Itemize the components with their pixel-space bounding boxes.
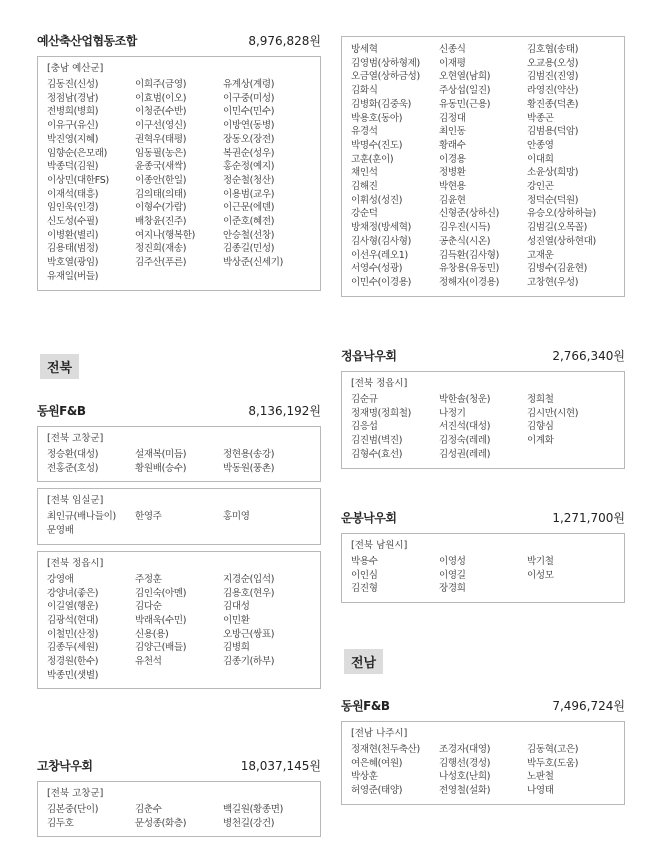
donor-name: 장동오(장전) [223, 133, 275, 145]
org-yesan [37, 32, 321, 291]
section-tag-jeonnam: 전남 [344, 649, 383, 674]
donor-name: 여은혜(여원) [351, 757, 403, 769]
donor-name: 소윤상(희망) [527, 167, 579, 179]
donor-name: 나영태 [527, 785, 554, 797]
donor-name: 노판철 [527, 771, 554, 783]
donor-box [37, 551, 321, 690]
donor-list [47, 573, 312, 683]
donor-list [47, 78, 312, 284]
org-amount: 2,766,340원 [552, 349, 625, 363]
donor-name: 공춘식(시온) [439, 235, 491, 247]
donor-name: 권혁우(태평) [135, 133, 187, 145]
donor-name: 전병희(병희) [47, 106, 99, 118]
donor-name: 고훈(훈이) [351, 153, 394, 165]
donor-name: 김종두(세원) [47, 642, 99, 654]
donor-name: 정진희(재송) [135, 243, 187, 255]
donor-name: 정순철(청산) [223, 174, 275, 186]
donor-name: 김양근(배들) [135, 642, 187, 654]
donor-name: 이계화 [527, 435, 554, 447]
donor-box [341, 721, 625, 805]
donor-name: 김사형(김사형) [351, 235, 412, 247]
donor-name: 김종기(하부) [223, 656, 275, 668]
donor-name: 설재복(미듬) [135, 449, 187, 460]
donor-name: 임동필(농은) [135, 147, 187, 159]
region-label: [전북 고창군] [47, 788, 104, 799]
donor-name: 정해자(이경용) [439, 276, 500, 288]
donor-name: 박명수(진도) [351, 139, 403, 151]
donor-name: 이용범(교우) [223, 188, 275, 200]
region-label: [전북 임실군] [47, 495, 104, 507]
donor-name: 주정훈 [135, 573, 162, 585]
donor-name: 배창윤(진주) [135, 216, 187, 228]
org-amount: 18,037,145원 [240, 759, 321, 773]
donor-name: 이민수(민수) [223, 106, 275, 118]
donor-name: 김광석(현대) [47, 614, 99, 626]
org-amount: 8,136,192원 [248, 404, 321, 418]
org-unbong [341, 509, 625, 603]
donor-list [351, 555, 616, 596]
donor-name: 이희주(금영) [135, 79, 187, 90]
donor-name: 이방연(동병) [223, 120, 275, 132]
region-label: [전북 남원시] [351, 540, 408, 551]
donor-name: 강양녀(좋은) [47, 587, 99, 599]
donor-name: 오현열(남희) [439, 71, 491, 83]
donor-box [37, 426, 321, 482]
donor-name: 오금열(상하금성) [351, 71, 420, 83]
donor-name: 여지나(행복한) [135, 229, 196, 241]
donor-list [351, 393, 616, 462]
donor-name: 김의태(의태) [135, 188, 187, 200]
org-amount: 8,976,828원 [248, 34, 321, 48]
region-label: [충남 예산군] [47, 63, 104, 74]
donor-name: 박용호(동아) [351, 112, 403, 124]
donor-name: 병천길(강건) [223, 817, 275, 829]
donor-name: 박현용 [439, 181, 466, 193]
donor-name: 최인동 [439, 126, 466, 138]
donor-name: 서진석(대성) [439, 421, 491, 433]
donor-name: 유동민(근용) [439, 98, 491, 110]
donor-name: 허영준(태양) [351, 785, 403, 797]
donor-name: 정경원(한수) [47, 656, 99, 668]
donor-name: 문영배 [47, 525, 74, 537]
donor-name: 윤종국(새싹) [135, 161, 187, 173]
donor-name: 강순덕 [351, 208, 378, 220]
donor-box [37, 781, 321, 837]
donor-name: 한영주 [135, 511, 162, 523]
donor-name: 백길원(황종면) [223, 804, 284, 815]
donor-name: 이민환 [223, 614, 250, 626]
donor-name: 황진종(덕촌) [527, 98, 579, 110]
donor-list [47, 510, 312, 537]
donor-name: 정점남(경남) [47, 92, 99, 104]
donor-name: 김용태(범정) [47, 243, 99, 255]
donor-name: 박래욱(수민) [135, 614, 187, 626]
donor-name: 이효범(이오) [135, 92, 187, 104]
donor-name: 박종곤 [527, 112, 554, 124]
org-amount: 1,271,700원 [552, 511, 625, 525]
donor-box [341, 371, 625, 469]
donor-name: 김범진(진영) [527, 71, 579, 83]
donor-name: 황원배(승수) [135, 462, 187, 474]
donor-name: 황래수 [439, 139, 466, 151]
donor-name: 김윤현 [439, 194, 466, 206]
donor-name: 채인석 [351, 167, 378, 179]
donor-name: 신용(용) [135, 628, 169, 640]
donor-name: 이재평 [439, 57, 466, 69]
donor-name: 김시만(시현) [527, 407, 579, 419]
donor-name: 이성모 [527, 569, 554, 581]
donor-name: 김정대 [439, 112, 466, 124]
donor-name: 최인규(배나들이) [47, 511, 116, 523]
donor-name: 이형수(가람) [135, 202, 187, 214]
donor-name: 안승철(선창) [223, 229, 275, 241]
donor-name: 김병화(김중욱) [351, 98, 412, 110]
org-gochang [37, 757, 321, 837]
donor-box [37, 56, 321, 291]
donor-name: 박용수 [351, 556, 378, 567]
donor-name: 신도성(수필) [47, 216, 99, 228]
donor-name: 나성호(난희) [439, 771, 491, 783]
section-tag-jeonbuk: 전북 [40, 354, 79, 379]
donor-name: 김정숙(레레) [439, 435, 491, 447]
donor-name: 이경용 [439, 153, 466, 165]
donor-name: 이길열(행운) [47, 601, 99, 613]
donor-name: 이상민(대한FS) [47, 174, 109, 186]
donor-name: 정현용(송강) [223, 449, 275, 460]
donor-box [37, 488, 321, 544]
org-name: 운봉낙우회 [341, 511, 397, 525]
donor-list [47, 448, 312, 475]
region-label: [전북 정읍시] [47, 557, 104, 569]
donor-name: 서영수(성광) [351, 263, 403, 275]
donor-name: 박동원(풍촌) [223, 462, 275, 474]
donor-name: 김해진 [351, 181, 378, 193]
donor-name: 나정기 [439, 407, 466, 419]
region-label: [전북 정읍시] [351, 378, 408, 389]
donor-name: 김호협(송태) [527, 44, 579, 55]
donor-name: 정덕순(덕원) [527, 194, 579, 206]
donor-name: 장경희 [439, 583, 466, 595]
donor-name: 방채정(방세혁) [351, 222, 412, 234]
donor-name: 김본중(단이) [47, 804, 99, 815]
org-dongwon-jb [37, 402, 321, 689]
donor-name: 김용호(현우) [223, 587, 275, 599]
donor-name: 김득환(김사형) [439, 249, 500, 261]
donor-name: 이재석(태흥) [47, 188, 99, 200]
donor-name: 정재명(정희철) [351, 407, 412, 419]
donor-name: 김다순 [135, 601, 162, 613]
donor-name: 이인심 [351, 569, 378, 581]
region-label: [전북 고창군] [47, 433, 104, 444]
donor-name: 이준호(혜전) [223, 216, 275, 228]
donor-name: 유재일(버들) [47, 270, 99, 282]
org-dongwon-jn [341, 697, 625, 805]
donor-name: 정재현(천두축산) [351, 744, 420, 755]
donor-name: 김병희 [223, 642, 250, 654]
donor-name: 이구중(미성) [223, 92, 275, 104]
org-name: 동원F&B [341, 699, 390, 713]
donor-name: 김범용(덕암) [527, 126, 579, 138]
donor-name: 전영철(설화) [439, 785, 491, 797]
donor-box [341, 533, 625, 603]
donor-name: 정승환(대성) [47, 449, 99, 460]
donor-name: 유천석 [135, 656, 162, 668]
donor-name: 복권순(성우) [223, 147, 275, 159]
donor-name: 이구선(영신) [135, 120, 187, 132]
org-name: 고창낙우회 [37, 759, 93, 773]
donor-name: 김두호 [47, 817, 74, 829]
donor-name: 신종식 [439, 44, 466, 55]
donor-name: 성진열(상하현대) [527, 235, 596, 247]
donor-name: 이영성 [439, 556, 466, 567]
donor-name: 김종길(민성) [223, 243, 275, 255]
donor-name: 김춘수 [135, 804, 162, 815]
donor-name: 신형준(상하신) [439, 208, 500, 220]
donor-name: 정희철 [527, 394, 554, 405]
donor-name: 고재운 [527, 249, 554, 261]
donor-name: 김형수(효선) [351, 448, 403, 460]
donor-name: 유승오(상하하늘) [527, 208, 596, 220]
org-continued [341, 30, 625, 297]
donor-name: 정병환 [439, 167, 466, 179]
donor-name: 라영진(약산) [527, 85, 579, 97]
org-name: 정읍낙우회 [341, 349, 397, 363]
donor-name: 유계상(계령) [223, 79, 275, 90]
donor-name: 박두호(도움) [527, 757, 579, 769]
donor-name: 이민수(이경용) [351, 276, 412, 288]
donor-name: 임향순(은모래) [47, 147, 108, 159]
donor-name: 오방근(쌍표) [223, 628, 275, 640]
donor-name: 김대성 [223, 601, 250, 613]
donor-name: 김응섭 [351, 421, 378, 433]
donor-name: 박한솔(청운) [439, 394, 491, 405]
donor-name: 김진형 [351, 583, 378, 595]
donor-name: 박진영(지혜) [47, 133, 99, 145]
region-label: [전남 나주시] [351, 728, 408, 739]
donor-name: 홍순정(예지) [223, 161, 275, 173]
donor-name: 김향심 [527, 421, 554, 433]
donor-name: 조경자(대영) [439, 744, 491, 755]
donor-name: 김진범(벽진) [351, 435, 403, 447]
org-name: 동원F&B [37, 404, 86, 418]
donor-name: 주상섭(일진) [439, 85, 491, 97]
donor-name: 임인욱(인경) [47, 202, 99, 214]
donor-name: 김영범(상하형제) [351, 57, 420, 69]
donor-name: 박상훈 [351, 771, 378, 783]
donor-name: 방세혁 [351, 44, 378, 55]
donor-name: 김인숙(아멘) [135, 587, 187, 599]
org-jeongeup [341, 347, 625, 469]
donor-name: 김동혁(고은) [527, 744, 579, 755]
donor-name: 강영애 [47, 573, 74, 585]
org-amount: 7,496,724원 [552, 699, 625, 713]
donor-name: 이대희 [527, 153, 554, 165]
donor-name: 이휘성(성진) [351, 194, 403, 206]
donor-name: 이선우(레오1) [351, 249, 408, 261]
donor-name: 이근문(에덴) [223, 202, 275, 214]
donor-name: 김순규 [351, 394, 378, 405]
donor-name: 고창현(우성) [527, 276, 579, 288]
donor-name: 유창용(유동민) [439, 263, 500, 275]
donor-box [341, 36, 625, 297]
donor-name: 김행선(경성) [439, 757, 491, 769]
donor-name: 이종안(한일) [135, 174, 187, 186]
donor-name: 강인곤 [527, 181, 554, 193]
donor-name: 이철민(산정) [47, 628, 99, 640]
donor-name: 이병환(별리) [47, 229, 99, 241]
donor-name: 김우진(시득) [439, 222, 491, 234]
donor-name: 유경석 [351, 126, 378, 138]
donor-list [351, 743, 616, 798]
donor-name: 김주산(푸른) [135, 257, 187, 269]
donor-name: 김화식 [351, 85, 378, 97]
donor-name: 안종영 [527, 139, 554, 151]
donor-name: 박기철 [527, 556, 554, 567]
donor-list [47, 803, 312, 830]
donor-name: 이영길 [439, 569, 466, 581]
donor-name: 김범길(오목꼴) [527, 222, 588, 234]
donor-name: 홍미영 [223, 511, 250, 523]
donor-list [351, 43, 616, 290]
donor-name: 박종덕(김원) [47, 161, 99, 173]
donor-name: 전홍준(호성) [47, 462, 99, 474]
donor-name: 김병수(김윤현) [527, 263, 588, 275]
donor-name: 박종민(샛별) [47, 669, 99, 681]
org-name: 예산축산업협동조합 [37, 34, 137, 48]
donor-name: 오교용(오성) [527, 57, 579, 69]
donor-name: 이유구(유신) [47, 120, 99, 132]
donor-name: 김성권(레레) [439, 448, 491, 460]
donor-name: 문성종(화층) [135, 817, 187, 829]
donor-name: 박호열(광임) [47, 257, 99, 269]
donor-name: 지경순(입석) [223, 573, 275, 585]
donor-name: 이청준(수반) [135, 106, 187, 118]
donor-name: 김동진(신성) [47, 79, 99, 90]
donor-name: 박상준(신세기) [223, 257, 284, 269]
